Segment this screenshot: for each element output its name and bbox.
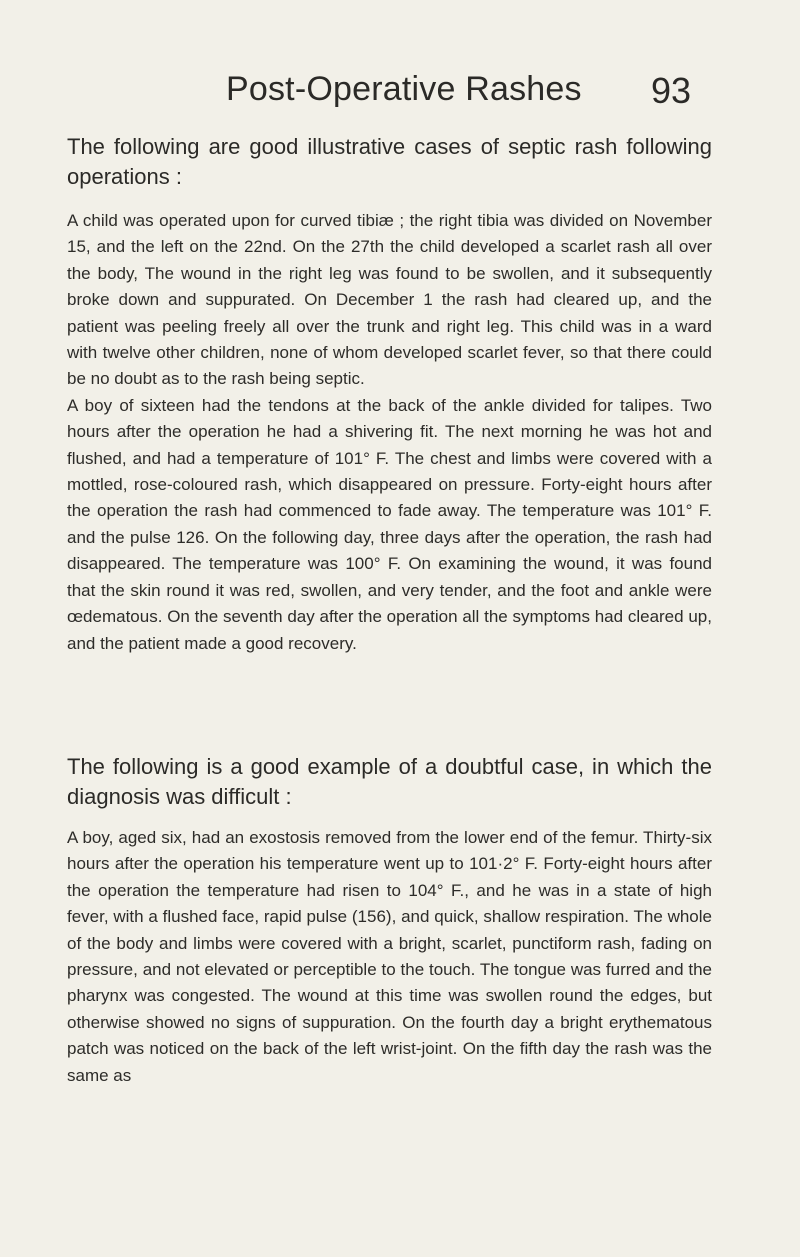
case-paragraphs-septic (67, 208, 712, 657)
section-lead-doubtful-case: The following is a good example of a doubtful case, in which the diagnosis was difficult : (67, 754, 712, 809)
section-lead-septic-rash: The following are good illustrative cases of septic rash following operations : (67, 134, 712, 189)
paragraph-case-boy-exostosis: A boy, aged six, had an exostosis removed from the lower end of the femur. Thirty-six hours after the operation his temperature went up to 101·2° F. Forty-eight hours after the operation the temperature had risen to 104° F., and he was in a state of high fever, with a flushed face, rapid pulse (156), and quick, shallow respiration. The whole of the body and limbs were covered with a bright, scarlet, punctiform rash, fading on pressure, and not elevated or perceptible to the touch. The tongue was furred and the pharynx was congested. The wound at this time was swollen round the edges, but otherwise showed no signs of suppuration. On the fourth day a bright erythematous patch was noticed on the back of the left wrist-joint. On the fifth day the rash was the same as (67, 828, 712, 1085)
paragraph-case-child-tibiae: A child was operated upon for curved tibiæ ; the right tibia was divided on November 15, and the left on the 22nd. On the 27th the child developed a scarlet rash all over the body, The wound in the right leg was found to be swollen, and it subsequently broke down and suppurated. On December 1 the rash had cleared up, and the patient was peeling freely all over the trunk and right leg. This child was in a ward with twelve other children, none of whom developed scarlet fever, so that there could be no doubt as to the rash being septic. (67, 211, 712, 389)
paragraph-case-boy-talipes: A boy of sixteen had the tendons at the back of the ankle divided for talipes. Two hours after the operation he had a shivering fit. The next morning he was hot and flushed, and had a temperature of 101° F. The chest and limbs were covered with a mottled, rose-coloured rash, which disappeared on pressure. Forty-eight hours after the operation the rash had commenced to fade away. The temperature was 101° F. and the pulse 126. On the following day, three days after the operation, the rash had disappeared. The temperature was 100° F. On examining the wound, it was found that the skin round it was red, swollen, and very tender, and the foot and ankle were œdematous. On the seventh day after the operation all the symptoms had cleared up, and the patient made a good recovery. (67, 395, 712, 653)
running-head (0, 70, 800, 120)
case-paragraphs-doubtful (67, 825, 712, 1089)
page-number: 93 (651, 70, 692, 111)
running-title: Post-Operative Rashes (226, 70, 582, 108)
